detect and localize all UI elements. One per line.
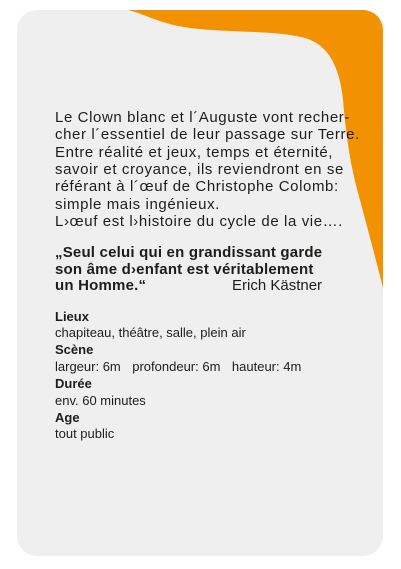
description-line: savoir et croyance, ils reviendront en se: [55, 161, 344, 179]
detail-label-venues: Lieux: [55, 308, 89, 324]
detail-value-venues: chapiteau, théâtre, salle, plein air: [55, 325, 246, 341]
description-line: cher l´essentiel de leur passage sur Terre.: [55, 126, 360, 144]
quote-line: son âme d›enfant est véritablement: [55, 260, 314, 278]
detail-label-stage: Scène: [55, 342, 94, 358]
detail-value-duration: env. 60 minutes: [55, 392, 146, 408]
quote-author: Erich Kästner: [232, 277, 323, 295]
detail-value-stage: [55, 359, 301, 376]
description-line: Le Clown blanc et l´Auguste vont recher-: [55, 109, 350, 126]
details-list: [55, 309, 301, 444]
description-line: simple mais ingénieux.: [55, 195, 220, 213]
description-line: L›œuf est l›histoire du cycle de la vie….: [55, 213, 344, 231]
detail-label-duration: Durée: [55, 375, 92, 391]
detail-value-audience: tout public: [55, 426, 115, 442]
description-text: [55, 109, 360, 230]
stage-dimension: largeur: 6m: [55, 359, 121, 375]
quote-line: „Seul celui qui en grandissant garde: [55, 244, 323, 261]
quote-line: un Homme.“: [55, 277, 147, 295]
description-line: Entre réalité et jeux, temps et éternité,: [55, 143, 334, 161]
stage-dimension: profondeur: 6m: [132, 359, 221, 375]
detail-label-audience: Age: [55, 409, 80, 425]
quote-block: [55, 245, 355, 295]
stage-dimension: hauteur: 4m: [231, 359, 302, 375]
description-line: référant à l´œuf de Christophe Colomb:: [55, 178, 339, 196]
